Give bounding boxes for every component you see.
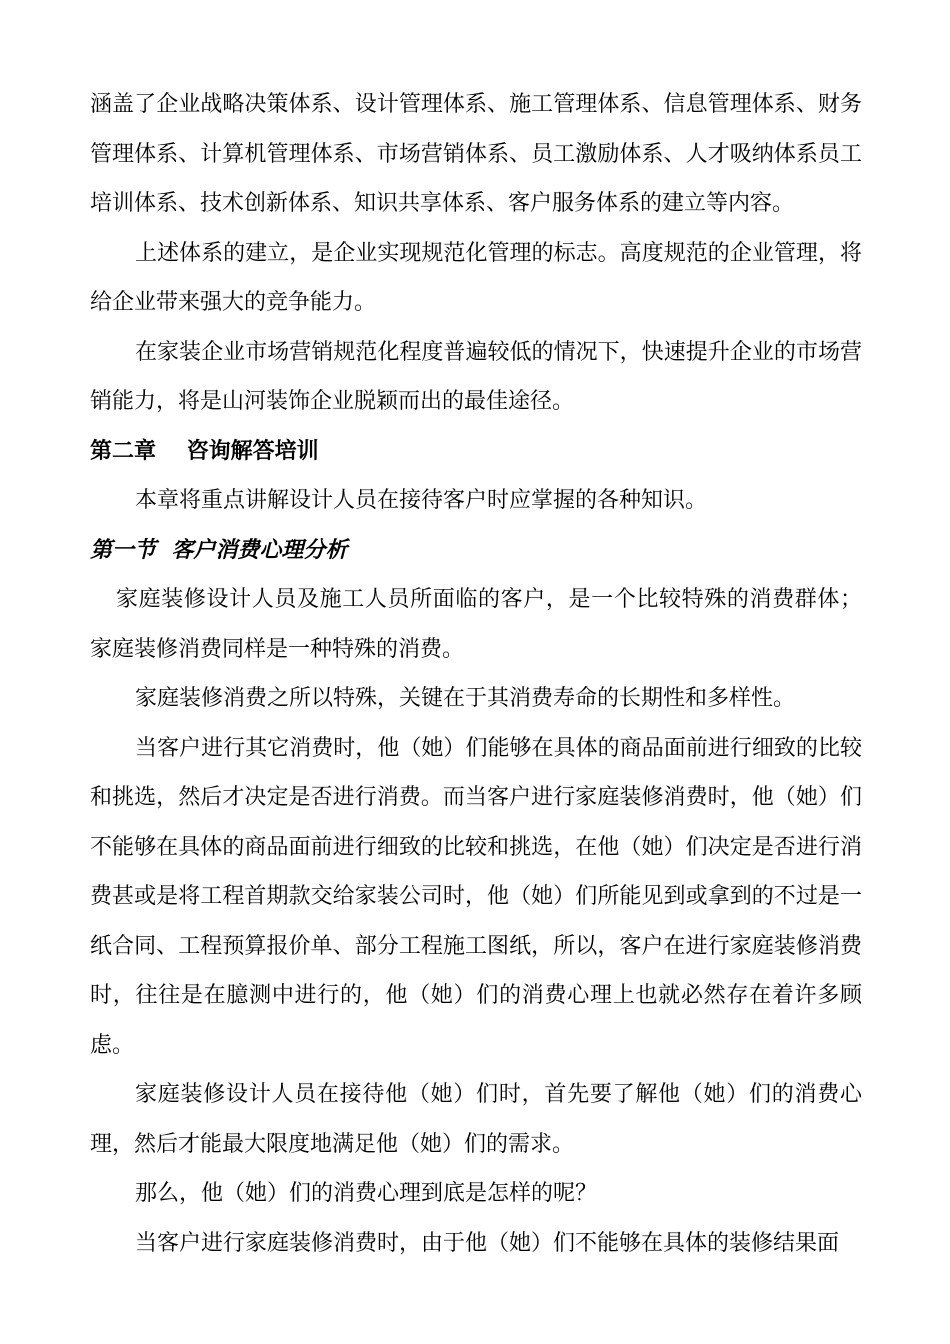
paragraph-chapter-intro: 本章将重点讲解设计人员在接待客户时应掌握的各种知识。 (135, 488, 708, 513)
paragraph-question: 那么，他（她）们的消费心理到底是怎样的呢？ (135, 1181, 598, 1206)
paragraph-management-systems: 涵盖了企业战略决策体系、设计管理体系、施工管理体系、信息管理体系、财务管理体系、计算机管理体系、市场营销体系、员工激励体系、人才吸纳体系员工培训体系、技术创新体系、知识共享体系、客户服务体系的建立等内容。 (90, 92, 862, 216)
paragraph-consumption-comparison: 当客户进行其它消费时，他（她）们能够在具体的商品面前进行细致的比较和挑选，然后才决定是否进行消费。而当客户进行家庭装修消费时，他（她）们不能够在具体的商品面前进行细致的比较和挑选，在他（她）们决定是否进行消费甚或是将工程首期款交给家装公司时，他（她）们所能见到或拿到的不过是一纸合同、工程预算报价单、部分工程施工图纸，所以，客户在进行家庭装修消费时，往往是在臆测中进行的，他（她）们的消费心理上也就必然存在着许多顾虑。 (90, 735, 862, 1058)
paragraph-standardization: 上述体系的建立，是企业实现规范化管理的标志。高度规范的企业管理，将给企业带来强大的竞争能力。 (90, 240, 862, 315)
document-page (90, 80, 862, 1268)
paragraph-marketing: 在家装企业市场营销规范化程度普遍较低的情况下，快速提升企业的市场营销能力，将是山河装饰企业脱颖而出的最佳途径。 (90, 339, 862, 414)
chapter-heading: 第二章 咨询解答培训 (90, 438, 319, 464)
paragraph-understand-psychology: 家庭装修设计人员在接待他（她）们时，首先要了解他（她）们的消费心理，然后才能最大限度地满足他（她）们的需求。 (90, 1082, 862, 1157)
paragraph-continuation: 当客户进行家庭装修消费时，由于他（她）们不能够在具体的装修结果面 (135, 1230, 840, 1256)
section-heading: 第一节 客户消费心理分析 (90, 537, 348, 563)
paragraph-special-customers: 家庭装修设计人员及施工人员所面临的客户，是一个比较特殊的消费群体；家庭装修消费同样是一种特殊的消费。 (90, 587, 862, 662)
paragraph-special-consumption: 家庭装修消费之所以特殊，关键在于其消费寿命的长期性和多样性。 (135, 686, 796, 711)
